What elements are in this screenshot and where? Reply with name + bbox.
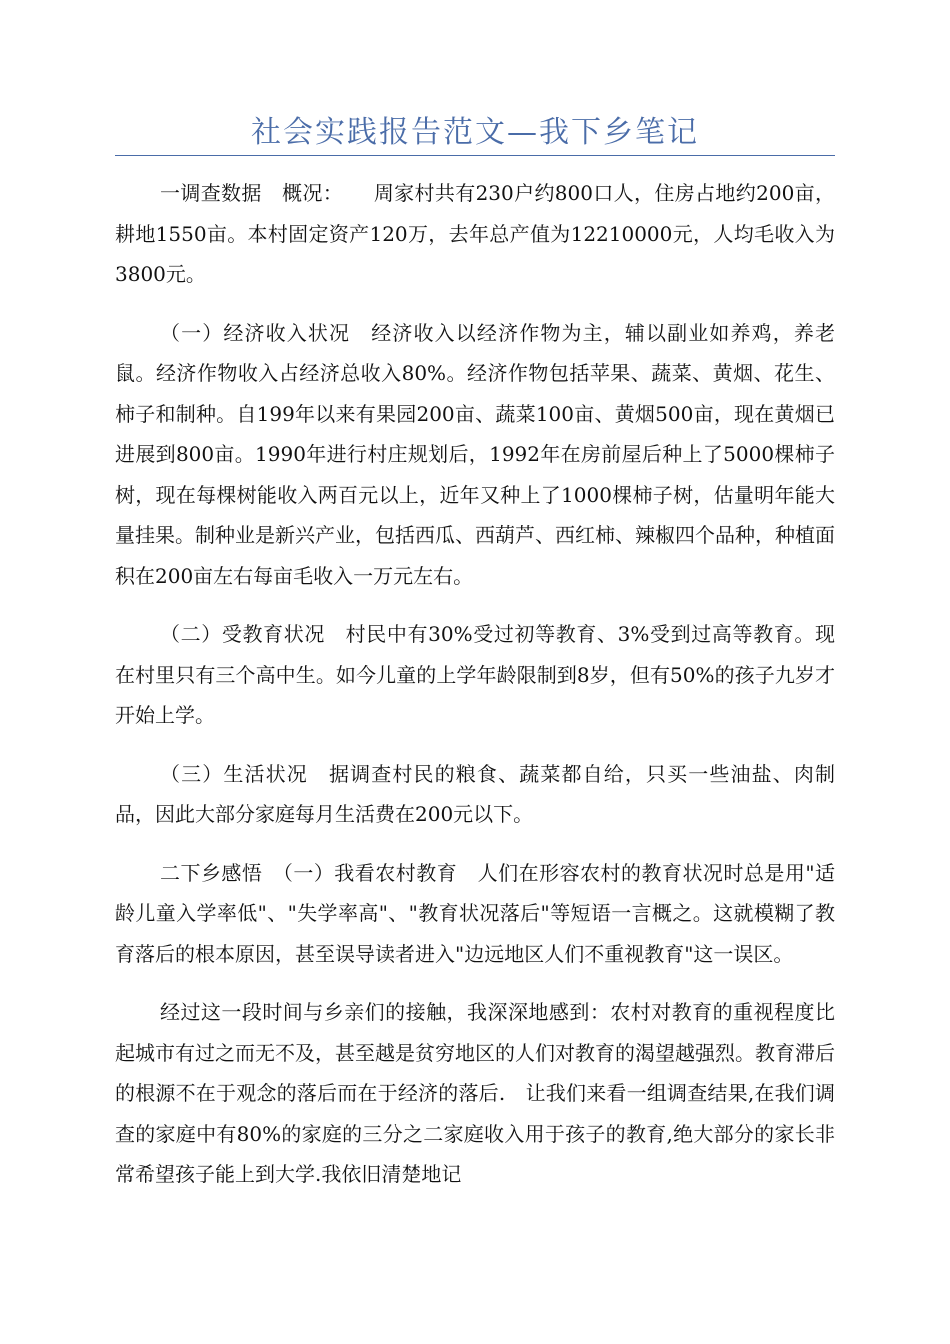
paragraph-education-reflection: 经过这一段时间与乡亲们的接触，我深深地感到：农村对教育的重视程度比起城市有过之而无不及，甚至越是贫穷地区的人们对教育的渴望越强烈。教育滞后的根源不在于观念的落后而在于经济的落后. 让我们来看一组调查结果,在我们调查的家庭中有80%的家庭的三分之二家庭收入用于孩子的教育,绝大部分的家长非常希望孩子能上到大学.我依旧清楚地记 [115,1000,835,1186]
paragraph-education-status: （二）受教育状况 村民中有30%受过初等教育、3%受到过高等教育。现在村里只有三个高中生。如今儿童的上学年龄限制到8岁，但有50%的孩子九岁才开始上学。 [115,622,835,727]
document-title: 社会实践报告范文—我下乡笔记 [251,115,699,150]
paragraph-survey-overview: 一调查数据 概况： 周家村共有230户约800口人，住房占地约200亩，耕地1550亩。本村固定资产120万，去年总产值为12210000元，人均毛收入为3800元。 [115,181,835,286]
paragraph-living-status: （三）生活状况 据调查村民的粮食、蔬菜都自给，只买一些油盐、肉制品，因此大部分家庭每月生活费在200元以下。 [115,761,835,826]
title-underline [115,155,835,156]
paragraph-rural-education: 二下乡感悟 （一）我看农村教育 人们在形容农村的教育状况时总是用"适龄儿童入学率低"、"失学率高"、"教育状况落后"等短语一言概之。这就模糊了教育落后的根本原因，甚至误导读者进入"边远地区人们不重视教育"这一误区。 [115,860,835,966]
paragraph-economic-income: （一）经济收入状况 经济收入以经济作物为主，辅以副业如养鸡，养老鼠。经济作物收入占经济总收入80%。经济作物包括苹果、蔬菜、黄烟、花生、柿子和制种。自199年以来有果园200亩、蔬菜100亩、黄烟500亩，现在黄烟已进展到800亩。1990年进行村庄规划后，1992年在房前屋后种上了5000棵柿子树，现在每棵树能收入两百元以上，近年又种上了1000棵柿子树，估量明年能大量挂果。制种业是新兴产业，包括西瓜、西葫芦、西红柿、辣椒四个品种，种植面积在200亩左右每亩毛收入一万元左右。 [115,320,835,588]
document-body [115,173,835,1213]
